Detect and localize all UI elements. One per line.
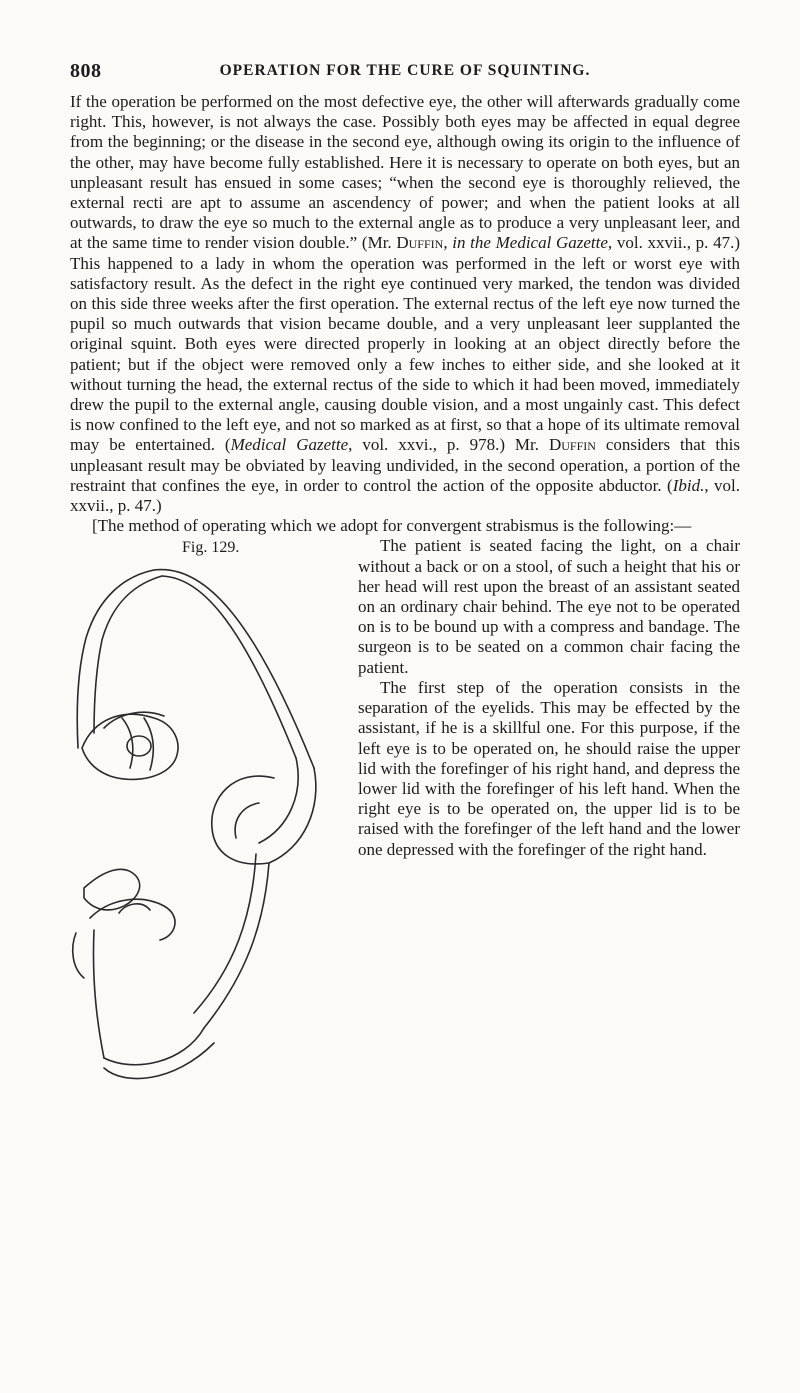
fingers-separating-eyelids-illustration — [64, 558, 344, 1118]
figure-129 — [64, 536, 344, 1121]
page-number: 808 — [70, 60, 102, 82]
paragraph-4: The first step of the operation consists in the separation of the eyelids. This may be effected by the assistant, if he is a skillful one. For this purpose, if the left eye is to be operated on, he should raise the upper lid with the forefinger of his right hand, and depress the lower lid with the forefinger of his left hand. When the right eye is to be operated on, the upper lid is to be raised with the forefinger of the left hand and the lower one depressed with the forefinger of the right hand. — [358, 677, 740, 859]
page-header — [70, 60, 740, 84]
running-head: OPERATION FOR THE CURE OF SQUINTING. — [219, 62, 591, 79]
paragraph-1: If the operation be performed on the most defective eye, the other will afterwards gradually come right. This, however, is not always the case. Possibly both eyes may be affected in equal degree from the beginning; or the disease in the second eye, although owing its origin to the influence of the other, may have become fully established. Here it is necessary to operate on both eyes, but an unpleasant result has ensued in some cases; “when the second eye is thoroughly relieved, the external recti are apt to assume an ascendency of power; and when the patient looks at all outwards, to draw the eye so much to the external angle as to produce a very unpleasant leer, and at the same time to render vision double.” (Mr. Duffin, in the Medical Gazette, vol. xxvii., p. 47.) This happened to a lady in whom the operation was performed in the left or worst eye with satisfactory result. As the defect in the right eye continued very marked, the tendon was divided on this side three weeks after the first operation. The external rectus of the left eye now turned the pupil so much outwards that vision became double, and a very unpleasant leer supplanted the original squint. Both eyes were directed properly in looking at an object directly before the patient; but if the object were removed only a few inches to either side, and she looked at it without turning the head, the external rectus of the side to which it had been moved, immediately drew the pupil to the external angle, causing double vision, and a most ungainly cast. This defect is now confined to the left eye, and not so marked as at first, so that a hope of its ultimate removal may be entertained. (Medical Gazette, vol. xxvi., p. 978.) Mr. Duffin considers that this unpleasant result may be obviated by leaving undivided, in the second operation, a portion of the restraint that confines the eye, in order to control the action of the opposite abductor. (Ibid., vol. xxvii., p. 47.) — [70, 92, 740, 516]
page-body — [70, 92, 740, 1121]
paragraph-3: The patient is seated facing the light, on a chair without a back or on a stool, of such a height that his or her head will rest upon the breast of an assistant seated on an ordinary chair behind. The eye not to be operated on is to be bound up with a compress and bandage. The surgeon is to be seated on a common chair facing the patient. — [358, 536, 740, 677]
figure-caption: Fig. 129. — [182, 539, 240, 557]
paragraph-2: [The method of operating which we adopt for convergent strabismus is the following:— — [92, 516, 692, 536]
